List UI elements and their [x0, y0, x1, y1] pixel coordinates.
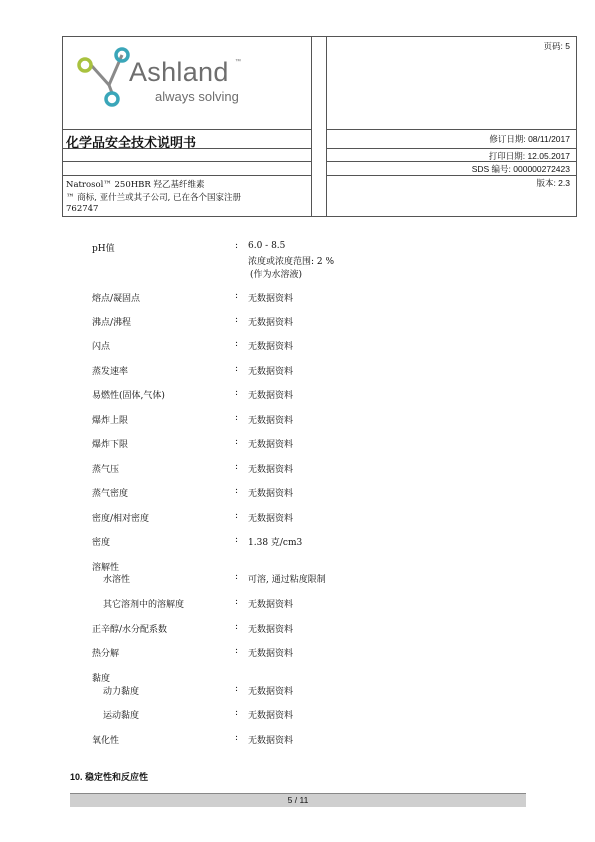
logo-trademark: ™: [235, 59, 241, 65]
header-divider: [63, 129, 311, 130]
property-value: 无数据资料: [248, 342, 294, 352]
property-label: 熔点/凝固点: [92, 294, 141, 304]
header-divider: [326, 148, 576, 149]
property-value: 1.38 克/cm3: [248, 538, 303, 548]
property-label: 蒸气密度: [92, 489, 129, 499]
colon: :: [235, 572, 239, 582]
property-label: 闪点: [92, 342, 111, 352]
section-heading: 10. 稳定性和反应性: [70, 772, 149, 782]
property-sublabel: 其它溶剂中的溶解度: [103, 600, 185, 610]
property-group-label: 溶解性: [92, 563, 120, 573]
property-value: 无数据资料: [248, 687, 294, 697]
property-label: 密度/相对密度: [92, 514, 150, 524]
property-sublabel: 运动黏度: [103, 711, 140, 721]
logo-tagline: always solving: [155, 89, 239, 104]
colon: :: [235, 388, 239, 398]
sds-number: SDS 编号: 000000272423: [471, 164, 570, 174]
property-label: 爆炸上限: [92, 416, 129, 426]
colon: :: [235, 315, 239, 325]
colon: :: [235, 339, 239, 349]
property-label: 正辛醇/水分配系数: [92, 625, 168, 635]
colon: :: [235, 462, 239, 472]
colon: :: [235, 413, 239, 423]
property-label: pH值: [92, 244, 115, 254]
colon: :: [235, 708, 239, 718]
product-name: Natrosol™ 250HBR 羟乙基纤维素: [66, 180, 205, 190]
colon: :: [235, 597, 239, 607]
product-code: 762747: [66, 204, 99, 214]
property-value: 无数据资料: [248, 294, 294, 304]
property-value: 无数据资料: [248, 625, 294, 635]
property-label: 蒸发速率: [92, 367, 129, 377]
property-label: 蒸气压: [92, 465, 120, 475]
property-label: 密度: [92, 538, 111, 548]
header-divider: [326, 37, 327, 216]
property-value: 无数据资料: [248, 318, 294, 328]
page-number: 5 / 11: [287, 795, 309, 805]
print-date: [489, 150, 570, 162]
property-value: 无数据资料: [248, 514, 294, 524]
property-label: 热分解: [92, 649, 120, 659]
page-label: 页码: 5: [543, 41, 570, 51]
colon: :: [235, 241, 239, 251]
property-value: 无数据资料: [248, 649, 294, 659]
colon: :: [235, 511, 239, 521]
property-label: 氧化性: [92, 736, 120, 746]
property-concentration: 浓度或浓度范围: 2 %: [248, 257, 335, 267]
colon: :: [235, 535, 239, 545]
property-value: 无数据资料: [248, 600, 294, 610]
header-box: [62, 36, 577, 217]
colon: :: [235, 486, 239, 496]
property-value: 无数据资料: [248, 711, 294, 721]
header-divider: [311, 37, 312, 216]
colon: :: [235, 437, 239, 447]
header-divider: [326, 175, 576, 176]
colon: :: [235, 733, 239, 743]
colon: :: [235, 291, 239, 301]
property-value: 无数据资料: [248, 367, 294, 377]
property-label: 爆炸下限: [92, 440, 129, 450]
colon: :: [235, 622, 239, 632]
property-label: 易燃性(固体,气体): [92, 391, 165, 401]
property-value: 无数据资料: [248, 416, 294, 426]
colon: :: [235, 684, 239, 694]
trademark-note: ™ 商标, 亚什兰或其子公司, 已在各个国家注册: [66, 193, 242, 203]
colon: :: [235, 646, 239, 656]
header-divider: [63, 175, 311, 176]
document-title: 化学品安全技术说明书: [66, 135, 197, 150]
property-value: 无数据资料: [248, 489, 294, 499]
footer-bar: [70, 793, 526, 807]
property-value: 6.0 - 8.5: [248, 241, 286, 251]
property-sublabel: 水溶性: [103, 575, 131, 585]
ashland-logo: [75, 45, 275, 117]
revision-date: 修订日期: 08/11/2017: [489, 134, 570, 144]
property-value: 无数据资料: [248, 465, 294, 475]
logo-brand: Ashland: [129, 57, 229, 87]
molecule-logo-icon: [75, 45, 135, 107]
print-date-label: 打印日期:: [488, 151, 528, 161]
property-value: 无数据资料: [248, 391, 294, 401]
version: 版本: 2.3: [536, 178, 570, 188]
property-value: 可溶, 通过粘度限制: [248, 575, 326, 585]
property-label: 沸点/沸程: [92, 318, 132, 328]
property-group-label: 黏度: [92, 674, 111, 684]
print-date-value: 12.05.2017: [527, 151, 570, 161]
property-note: (作为水溶液): [250, 270, 303, 280]
property-value: 无数据资料: [248, 440, 294, 450]
property-sublabel: 动力黏度: [103, 687, 140, 697]
header-divider: [326, 129, 576, 130]
header-divider: [63, 161, 311, 162]
property-value: 无数据资料: [248, 736, 294, 746]
colon: :: [235, 364, 239, 374]
